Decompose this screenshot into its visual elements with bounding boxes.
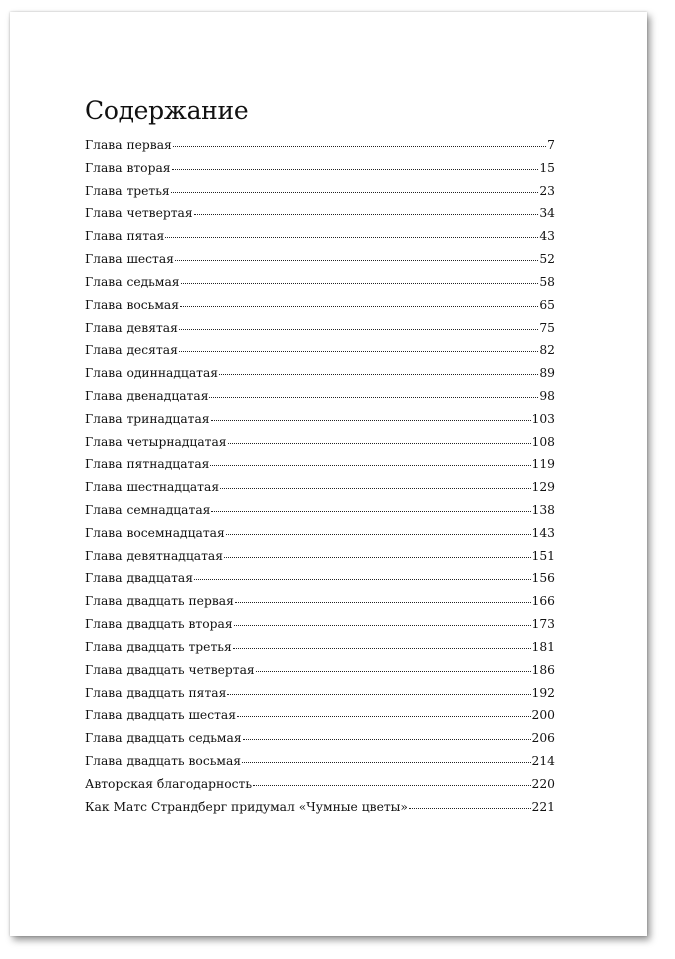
toc-entry-title: Глава пятая — [85, 229, 165, 244]
dot-leader — [180, 305, 538, 307]
toc-entry — [85, 480, 555, 503]
dot-leader — [175, 259, 538, 261]
toc-entry-page-number: 52 — [539, 252, 555, 267]
dot-leader — [235, 601, 531, 603]
dot-leader — [181, 282, 539, 284]
toc-entry — [85, 161, 555, 184]
dot-leader — [219, 373, 538, 375]
toc-entry-page-number: 214 — [531, 753, 555, 768]
toc-entry-title: Глава двадцать первая — [85, 594, 234, 609]
toc-entry-page-number: 181 — [531, 639, 555, 654]
toc-entry-page-number: 166 — [531, 594, 555, 609]
dot-leader — [171, 191, 539, 193]
toc-entry-page-number: 220 — [531, 776, 555, 791]
dot-leader — [237, 715, 531, 717]
toc-entry-title: Глава шестая — [85, 252, 174, 267]
toc-entry-page-number: 221 — [531, 799, 555, 814]
toc-entry-title: Глава двадцать четвертая — [85, 662, 255, 677]
toc-entry — [85, 594, 555, 617]
toc-entry — [85, 526, 555, 549]
toc-entry-title: Глава девятая — [85, 320, 178, 335]
dot-leader — [226, 533, 531, 535]
toc-entry-page-number: 156 — [531, 571, 555, 586]
toc-entry-title: Глава восьмая — [85, 297, 180, 312]
toc-entry-page-number: 43 — [539, 229, 555, 244]
toc-entry-title: Глава десятая — [85, 343, 178, 358]
toc-entry-title: Глава двадцать шестая — [85, 708, 236, 723]
dot-leader — [179, 350, 539, 352]
toc-entry — [85, 503, 555, 526]
dot-leader — [228, 442, 531, 444]
dot-leader — [243, 738, 531, 740]
dot-leader — [220, 487, 530, 489]
toc-entry — [85, 663, 555, 686]
toc-entry — [85, 206, 555, 229]
toc-entry-page-number: 34 — [539, 206, 555, 221]
dot-leader — [242, 761, 530, 763]
toc-entry-page-number: 58 — [539, 274, 555, 289]
toc-entry — [85, 184, 555, 207]
toc-entry — [85, 800, 555, 823]
dot-leader — [173, 145, 546, 147]
toc-entry-title: Глава двадцатая — [85, 571, 193, 586]
toc-entry-title: Глава тринадцатая — [85, 411, 210, 426]
toc-entry-page-number: 119 — [531, 457, 555, 472]
toc-entry-page-number: 192 — [531, 685, 555, 700]
toc-entry-title: Глава седьмая — [85, 274, 180, 289]
dot-leader — [224, 556, 531, 558]
toc-entry-title: Глава двадцать пятая — [85, 685, 227, 700]
toc-entry-page-number: 200 — [531, 708, 555, 723]
toc-entry-title: Глава третья — [85, 183, 170, 198]
toc-entry-page-number: 173 — [531, 617, 555, 632]
toc-entry — [85, 686, 555, 709]
toc-entry-page-number: 98 — [539, 388, 555, 403]
toc-entry-title: Глава первая — [85, 138, 172, 152]
dot-leader — [409, 807, 531, 809]
toc-entry — [85, 435, 555, 458]
toc-entry-page-number: 75 — [539, 320, 555, 335]
toc-entry-title: Глава двадцать восьмая — [85, 753, 242, 768]
toc-entry — [85, 640, 555, 663]
toc-entry-title: Как Матс Страндберг придумал «Чумные цветы» — [85, 799, 408, 814]
toc-entry — [85, 457, 555, 480]
toc-entry-title: Глава двадцать третья — [85, 639, 232, 654]
toc-entry — [85, 321, 555, 344]
toc-entry-page-number: 82 — [539, 343, 555, 358]
toc-entry-title: Глава двадцать вторая — [85, 617, 233, 632]
toc-entry — [85, 571, 555, 594]
table-of-contents — [85, 138, 555, 822]
dot-leader — [179, 328, 538, 330]
toc-entry — [85, 777, 555, 800]
toc-entry-title: Глава вторая — [85, 160, 171, 175]
toc-entry-page-number: 23 — [539, 183, 555, 198]
toc-entry-page-number: 151 — [531, 548, 555, 563]
toc-entry-page-number: 89 — [539, 366, 555, 381]
dot-leader — [253, 784, 530, 786]
toc-entry-title: Глава двенадцатая — [85, 388, 209, 403]
toc-entry-page-number: 138 — [531, 503, 555, 517]
toc-entry — [85, 549, 555, 572]
toc-entry-title: Глава шестнадцатая — [85, 480, 220, 495]
toc-entry-title: Глава одиннадцатая — [85, 366, 219, 381]
toc-entry-title: Глава девятнадцатая — [85, 548, 224, 563]
toc-entry-page-number: 206 — [531, 731, 555, 746]
toc-entry-title: Авторская благодарность — [85, 776, 253, 791]
toc-entry-page-number: 108 — [531, 434, 555, 449]
toc-entry — [85, 754, 555, 777]
dot-leader — [210, 464, 530, 466]
toc-entry — [85, 343, 555, 366]
toc-entry — [85, 731, 555, 754]
toc-entry — [85, 275, 555, 298]
dot-leader — [233, 647, 531, 649]
toc-entry-page-number: 7 — [547, 138, 555, 152]
dot-leader — [211, 419, 531, 421]
toc-entry-page-number: 103 — [531, 411, 555, 426]
dot-leader — [211, 510, 530, 512]
toc-entry-title: Глава пятнадцатая — [85, 457, 210, 472]
dot-leader — [172, 168, 539, 170]
dot-leader — [256, 670, 531, 672]
toc-entry-title: Глава четвертая — [85, 206, 193, 221]
dot-leader — [165, 236, 538, 238]
toc-entry — [85, 412, 555, 435]
dot-leader — [194, 578, 531, 580]
toc-entry-title: Глава восемнадцатая — [85, 525, 225, 540]
toc-entry — [85, 617, 555, 640]
toc-entry-page-number: 129 — [531, 480, 555, 495]
dot-leader — [194, 213, 539, 215]
toc-entry — [85, 708, 555, 731]
toc-entry — [85, 366, 555, 389]
toc-entry — [85, 298, 555, 321]
toc-entry-page-number: 65 — [539, 297, 555, 312]
dot-leader — [209, 396, 538, 398]
toc-entry — [85, 229, 555, 252]
toc-entry-page-number: 15 — [539, 160, 555, 175]
toc-entry-title: Глава семнадцатая — [85, 503, 211, 517]
toc-entry-title: Глава четырнадцатая — [85, 434, 227, 449]
toc-entry-title: Глава двадцать седьмая — [85, 731, 242, 746]
dot-leader — [234, 624, 531, 626]
book-page — [10, 12, 647, 936]
toc-entry — [85, 389, 555, 412]
toc-entry-page-number: 143 — [531, 525, 555, 540]
toc-entry-page-number: 186 — [531, 662, 555, 677]
dot-leader — [227, 693, 530, 695]
toc-entry — [85, 138, 555, 161]
toc-entry — [85, 252, 555, 275]
page-title: Содержание — [85, 96, 249, 125]
